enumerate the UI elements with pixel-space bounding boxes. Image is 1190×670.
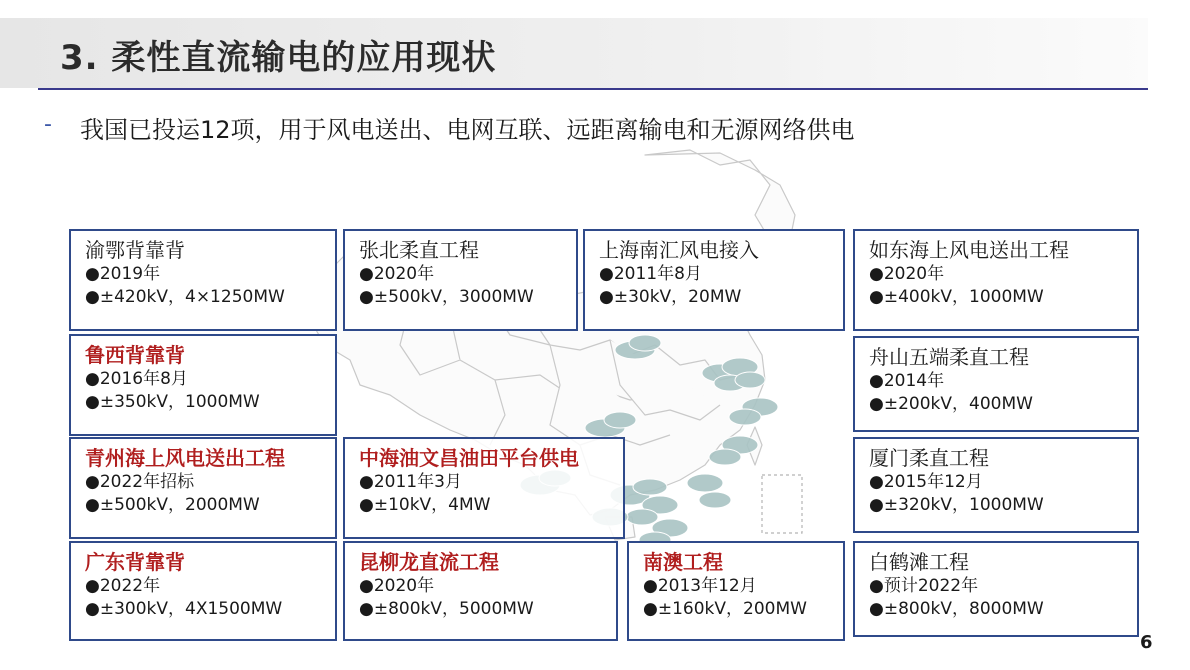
project-year: ●2016年8月 xyxy=(85,369,188,389)
project-spec: ●±420kV，4×1250MW xyxy=(85,287,285,307)
project-name: 如东海上风电送出工程 xyxy=(869,238,1069,262)
project-name: 厦门柔直工程 xyxy=(869,446,989,470)
project-spec: ●±800kV，5000MW xyxy=(359,599,534,619)
project-card-luxi xyxy=(69,334,337,436)
project-card-yu-e xyxy=(69,229,337,331)
project-name: 张北柔直工程 xyxy=(359,238,479,262)
project-year: ●预计2022年 xyxy=(869,576,979,596)
project-name: 中海油文昌油田平台供电 xyxy=(359,446,579,470)
project-card-baihetan xyxy=(853,541,1139,637)
project-spec: ●±200kV，400MW xyxy=(869,394,1033,414)
project-year: ●2022年 xyxy=(85,576,161,596)
project-card-wenchang xyxy=(343,437,625,539)
project-card-qingzhou xyxy=(69,437,337,539)
project-spec: ●±300kV，4X1500MW xyxy=(85,599,283,619)
title-divider xyxy=(38,88,1148,90)
project-card-xiamen xyxy=(853,437,1139,533)
project-card-nanao xyxy=(627,541,845,641)
slide-title: 3. 柔性直流输电的应用现状 xyxy=(60,38,497,78)
project-spec: ●±30kV，20MW xyxy=(599,287,742,307)
project-card-shanghai-nanhui xyxy=(583,229,845,331)
project-name: 渝鄂背靠背 xyxy=(85,238,185,262)
project-spec: ●±500kV，2000MW xyxy=(85,495,260,515)
bullet-text: 我国已投运12项，用于风电送出、电网互联、远距离输电和无源网络供电 xyxy=(80,116,855,144)
project-name: 广东背靠背 xyxy=(85,550,185,574)
project-spec: ●±400kV，1000MW xyxy=(869,287,1044,307)
bullet-dash: - xyxy=(44,112,52,137)
project-card-rudong xyxy=(853,229,1139,331)
project-year: ●2022年招标 xyxy=(85,472,195,492)
project-year: ●2020年 xyxy=(359,576,435,596)
project-spec: ●±500kV，3000MW xyxy=(359,287,534,307)
project-year: ●2015年12月 xyxy=(869,472,983,492)
project-spec: ●±10kV，4MW xyxy=(359,495,491,515)
project-year: ●2011年8月 xyxy=(599,264,702,284)
project-name: 上海南汇风电接入 xyxy=(599,238,759,262)
project-card-kunliulong xyxy=(343,541,618,641)
project-name: 青州海上风电送出工程 xyxy=(85,446,285,470)
project-name: 昆柳龙直流工程 xyxy=(359,550,499,574)
project-name: 白鹤滩工程 xyxy=(869,550,969,574)
page-number: 6 xyxy=(1140,632,1153,653)
project-name: 鲁西背靠背 xyxy=(85,343,185,367)
project-name: 南澳工程 xyxy=(643,550,723,574)
project-year: ●2014年 xyxy=(869,371,945,391)
project-year: ●2013年12月 xyxy=(643,576,757,596)
project-year: ●2020年 xyxy=(359,264,435,284)
project-spec: ●±350kV，1000MW xyxy=(85,392,260,412)
project-year: ●2011年3月 xyxy=(359,472,462,492)
project-card-guangdong xyxy=(69,541,337,641)
project-spec: ●±160kV，200MW xyxy=(643,599,807,619)
project-card-zhoushan xyxy=(853,336,1139,432)
project-name: 舟山五端柔直工程 xyxy=(869,345,1029,369)
project-spec: ●±800kV，8000MW xyxy=(869,599,1044,619)
project-card-zhangbei xyxy=(343,229,578,331)
project-spec: ●±320kV，1000MW xyxy=(869,495,1044,515)
project-year: ●2019年 xyxy=(85,264,161,284)
project-year: ●2020年 xyxy=(869,264,945,284)
